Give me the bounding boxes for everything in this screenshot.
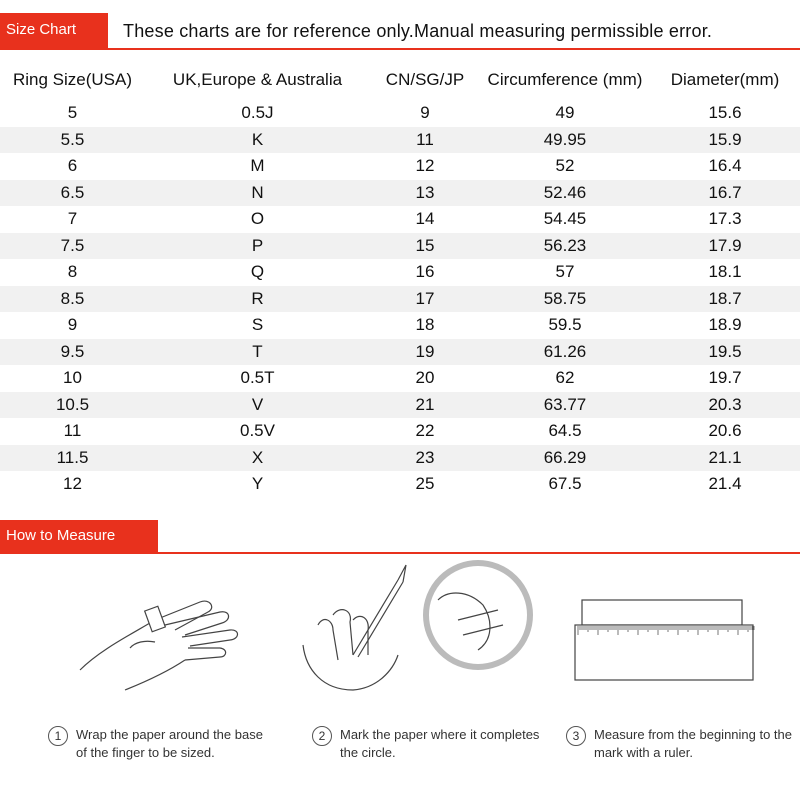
ruler-illustration bbox=[570, 595, 760, 695]
ring-size-usa-cell: 11.5 bbox=[0, 445, 145, 472]
cn-size-cell: 19 bbox=[370, 339, 480, 366]
header-ring-size-usa: Ring Size(USA) bbox=[12, 70, 133, 89]
table-row bbox=[0, 233, 800, 260]
uk-size-cell: 0.5V bbox=[240, 421, 275, 441]
uk-size-cell: V bbox=[145, 392, 370, 419]
table-row bbox=[0, 206, 800, 233]
size-chart-tab: Size Chart bbox=[0, 13, 108, 49]
uk-size-cell: T bbox=[145, 339, 370, 366]
table-row bbox=[0, 365, 800, 392]
cn-size-cell: 25 bbox=[415, 474, 435, 494]
ring-size-usa-cell: 5 bbox=[67, 103, 78, 123]
table-row bbox=[0, 153, 800, 180]
circumference-cell: 62 bbox=[555, 368, 575, 388]
uk-size-cell: Q bbox=[250, 262, 265, 282]
circumference-cell: 63.77 bbox=[480, 392, 650, 419]
cn-size-cell: 12 bbox=[415, 156, 435, 176]
diameter-cell: 18.7 bbox=[650, 286, 800, 313]
uk-size-cell: R bbox=[145, 286, 370, 313]
ring-size-usa-cell: 8.5 bbox=[0, 286, 145, 313]
ring-size-usa-cell: 12 bbox=[63, 474, 82, 494]
cn-size-cell: 21 bbox=[370, 392, 480, 419]
cn-size-cell: 20 bbox=[415, 368, 435, 388]
table-row bbox=[0, 392, 800, 419]
step-text: Measure from the beginning to the mark with a ruler. bbox=[594, 727, 793, 760]
uk-size-cell: 0.5J bbox=[241, 103, 274, 123]
step-text: Mark the paper where it completes the circle. bbox=[340, 727, 540, 760]
cn-size-cell: 9 bbox=[420, 103, 430, 123]
cn-size-cell: 18 bbox=[415, 315, 435, 335]
diameter-cell: 17.3 bbox=[708, 209, 742, 229]
cn-size-cell: 11 bbox=[370, 127, 480, 154]
ring-size-usa-cell: 9 bbox=[67, 315, 78, 335]
wrap-finger-illustration bbox=[70, 590, 280, 700]
circumference-cell: 56.23 bbox=[480, 233, 650, 260]
table-row bbox=[0, 471, 800, 498]
cn-size-cell: 23 bbox=[370, 445, 480, 472]
diameter-cell: 18.1 bbox=[708, 262, 742, 282]
cn-size-cell: 17 bbox=[370, 286, 480, 313]
uk-size-cell: Y bbox=[251, 474, 264, 494]
cn-size-cell: 16 bbox=[415, 262, 435, 282]
circumference-cell: 67.5 bbox=[548, 474, 582, 494]
diameter-cell: 19.5 bbox=[650, 339, 800, 366]
diameter-cell: 15.9 bbox=[650, 127, 800, 154]
uk-size-cell: S bbox=[251, 315, 264, 335]
table-header-row bbox=[0, 60, 800, 100]
ring-size-usa-cell: 9.5 bbox=[0, 339, 145, 366]
ring-size-usa-cell: 10.5 bbox=[0, 392, 145, 419]
diameter-cell: 21.1 bbox=[650, 445, 800, 472]
circumference-cell: 61.26 bbox=[480, 339, 650, 366]
header-uk-europe-australia: UK,Europe & Australia bbox=[172, 70, 343, 89]
ring-size-usa-cell: 6 bbox=[67, 156, 78, 176]
diameter-cell: 20.6 bbox=[708, 421, 742, 441]
ring-size-usa-cell: 7 bbox=[67, 209, 78, 229]
table-body bbox=[0, 100, 800, 498]
diameter-cell: 16.7 bbox=[650, 180, 800, 207]
circumference-cell: 49.95 bbox=[480, 127, 650, 154]
step-number: 3 bbox=[566, 726, 586, 746]
diameter-cell: 20.3 bbox=[650, 392, 800, 419]
how-to-measure-tab: How to Measure bbox=[0, 520, 158, 554]
uk-size-cell: N bbox=[145, 180, 370, 207]
uk-size-cell: O bbox=[250, 209, 265, 229]
step-number: 2 bbox=[312, 726, 332, 746]
header-cn-sg-jp: CN/SG/JP bbox=[385, 70, 465, 89]
table-row bbox=[0, 312, 800, 339]
table-row bbox=[0, 418, 800, 445]
ring-size-table bbox=[0, 60, 800, 498]
circumference-cell: 52 bbox=[555, 156, 575, 176]
ring-size-usa-cell: 5.5 bbox=[0, 127, 145, 154]
uk-size-cell: M bbox=[250, 156, 265, 176]
circumference-cell: 64.5 bbox=[548, 421, 582, 441]
diameter-cell: 16.4 bbox=[708, 156, 742, 176]
circumference-cell: 52.46 bbox=[480, 180, 650, 207]
header-diameter: Diameter(mm) bbox=[670, 70, 780, 89]
ring-size-usa-cell: 7.5 bbox=[0, 233, 145, 260]
ring-size-usa-cell: 8 bbox=[67, 262, 78, 282]
table-row bbox=[0, 286, 800, 313]
cn-size-cell: 22 bbox=[415, 421, 435, 441]
uk-size-cell: K bbox=[145, 127, 370, 154]
circumference-cell: 58.75 bbox=[480, 286, 650, 313]
uk-size-cell: X bbox=[145, 445, 370, 472]
circumference-cell: 54.45 bbox=[543, 209, 587, 229]
diameter-cell: 18.9 bbox=[708, 315, 742, 335]
reference-note: These charts are for reference only.Manual measuring permissible error. bbox=[123, 21, 713, 41]
diameter-cell: 15.6 bbox=[708, 103, 742, 123]
ring-size-usa-cell: 6.5 bbox=[0, 180, 145, 207]
mark-paper-illustration bbox=[298, 560, 538, 710]
ring-size-usa-cell: 10 bbox=[63, 368, 82, 388]
circumference-cell: 49 bbox=[555, 103, 575, 123]
header-circumference: Circumference (mm) bbox=[487, 70, 643, 89]
table-row bbox=[0, 339, 800, 366]
size-chart-divider bbox=[0, 48, 800, 50]
table-row bbox=[0, 180, 800, 207]
table-row bbox=[0, 259, 800, 286]
how-to-measure-divider bbox=[0, 552, 800, 554]
circumference-cell: 59.5 bbox=[548, 315, 582, 335]
cn-size-cell: 15 bbox=[370, 233, 480, 260]
table-row bbox=[0, 127, 800, 154]
cn-size-cell: 14 bbox=[415, 209, 435, 229]
step-text: Wrap the paper around the base of the finger to be sized. bbox=[76, 727, 263, 760]
diameter-cell: 19.7 bbox=[708, 368, 742, 388]
diameter-cell: 17.9 bbox=[650, 233, 800, 260]
ring-size-usa-cell: 11 bbox=[63, 421, 82, 441]
diameter-cell: 21.4 bbox=[708, 474, 742, 494]
table-row bbox=[0, 100, 800, 127]
cn-size-cell: 13 bbox=[370, 180, 480, 207]
uk-size-cell: 0.5T bbox=[240, 368, 275, 388]
circumference-cell: 66.29 bbox=[480, 445, 650, 472]
table-row bbox=[0, 445, 800, 472]
step-number: 1 bbox=[48, 726, 68, 746]
circumference-cell: 57 bbox=[555, 262, 575, 282]
uk-size-cell: P bbox=[145, 233, 370, 260]
